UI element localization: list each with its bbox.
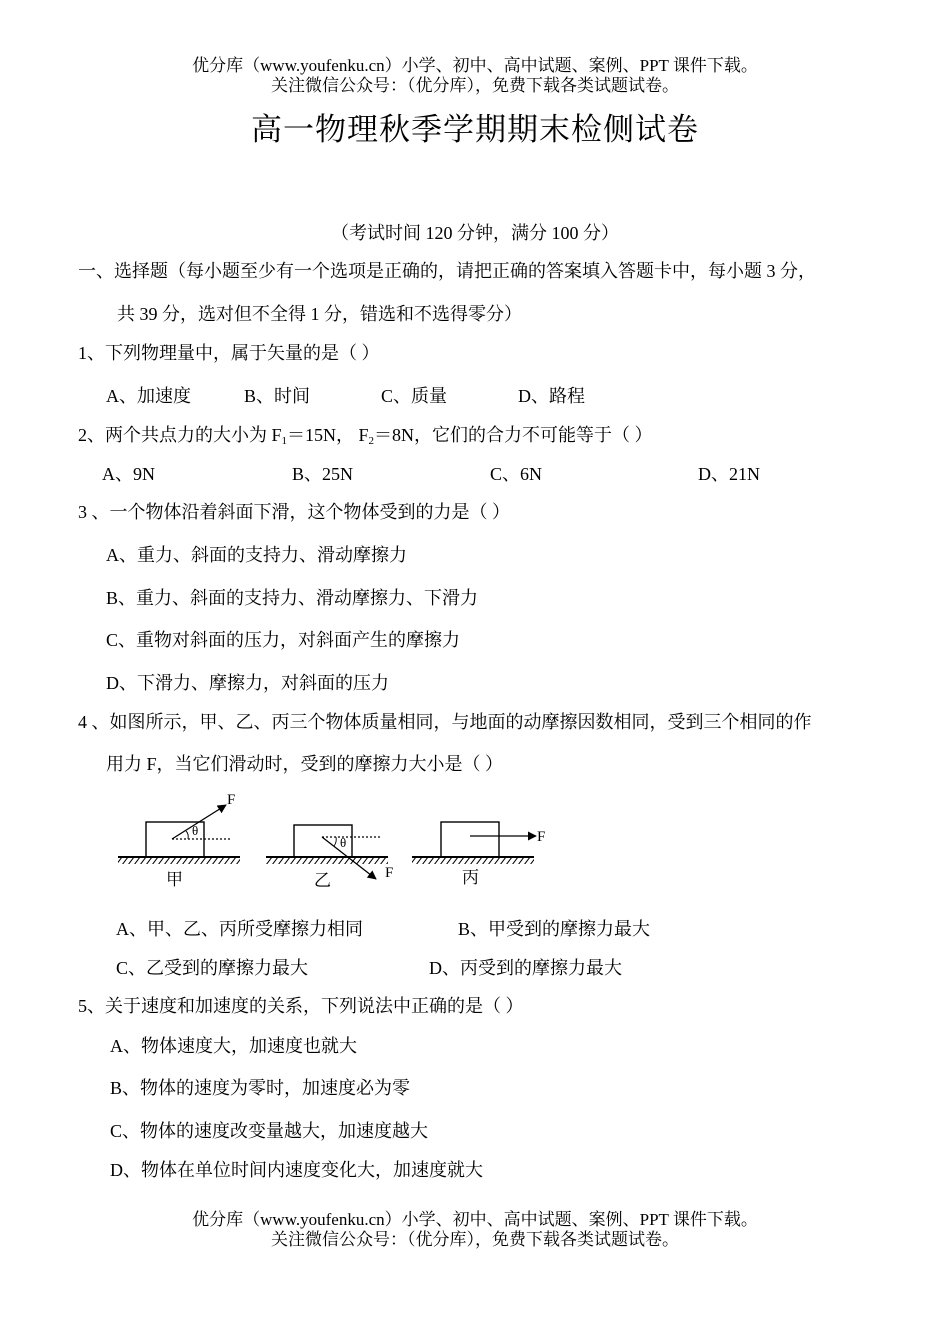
label-yi: 乙 bbox=[314, 871, 331, 890]
force-label: F bbox=[537, 829, 546, 845]
ground-hatch bbox=[118, 858, 240, 864]
label-jia: 甲 bbox=[166, 870, 183, 889]
q3-option-a: A、重力、斜面的支持力、滑动摩擦力 bbox=[106, 545, 407, 565]
ground-hatch bbox=[266, 858, 388, 864]
q2-stem-mid: ＝15N， F bbox=[287, 425, 369, 445]
angle-arc bbox=[186, 831, 188, 839]
header-line-2: 关注微信公众号：（优分库），免费下载各类试题试卷。 bbox=[271, 76, 679, 95]
q3-option-c: C、重物对斜面的压力，对斜面产生的摩擦力 bbox=[106, 630, 461, 650]
q4-option-d: D、丙受到的摩擦力最大 bbox=[429, 958, 622, 978]
ground-hatch bbox=[412, 858, 534, 864]
friction-figure bbox=[110, 785, 570, 895]
angle-label: θ bbox=[192, 823, 199, 838]
q5-option-a: A、物体速度大，加速度也就大 bbox=[110, 1036, 357, 1056]
figure-bing bbox=[412, 822, 545, 887]
page-title: 高一物理秋季学期期末检侧试卷 bbox=[251, 112, 699, 147]
section-heading-line-1: 一、选择题（每小题至少有一个选项是正确的，请把正确的答案填入答题卡中，每小题 3 分， bbox=[78, 261, 816, 281]
q5-option-d: D、物体在单位时间内速度变化大，加速度就大 bbox=[110, 1160, 483, 1180]
q5-option-c: C、物体的速度改变量越大，加速度越大 bbox=[110, 1121, 429, 1141]
q5-option-b: B、物体的速度为零时，加速度必为零 bbox=[110, 1078, 411, 1098]
q4-stem-line-2: 用力 F，当它们滑动时，受到的摩擦力大小是（ ） bbox=[106, 754, 504, 774]
q3-option-b: B、重力、斜面的支持力、滑动摩擦力、下滑力 bbox=[106, 588, 479, 608]
footer-line-2: 关注微信公众号：（优分库），免费下载各类试题试卷。 bbox=[271, 1230, 679, 1249]
label-bing: 丙 bbox=[462, 868, 479, 887]
block bbox=[441, 822, 499, 857]
q1-stem: 1、下列物理量中，属于矢量的是（ ） bbox=[78, 343, 380, 363]
q1-option-c: C、质量 bbox=[381, 386, 448, 406]
q4-option-c: C、乙受到的摩擦力最大 bbox=[116, 958, 309, 978]
section-heading-line-2: 共 39 分，选对但不全得 1 分，错选和不选得零分） bbox=[117, 304, 522, 324]
q2-option-c: C、6N bbox=[490, 464, 543, 484]
force-label: F bbox=[385, 865, 394, 881]
q4-option-b: B、甲受到的摩擦力最大 bbox=[458, 919, 651, 939]
angle-arc bbox=[334, 837, 336, 846]
q2-option-a: A、9N bbox=[102, 464, 155, 484]
q2-sub-2: 2 bbox=[368, 435, 375, 447]
q2-sub-1: 1 bbox=[281, 435, 288, 447]
footer-line-1: 优分库（www.youfenku.cn）小学、初中、高中试题、案例、PPT 课件下载。 bbox=[192, 1210, 758, 1229]
angle-label: θ bbox=[340, 835, 347, 850]
force-label: F bbox=[227, 792, 236, 808]
q3-stem: 3 、一个物体沿着斜面下滑，这个物体受到的力是（ ） bbox=[78, 502, 510, 522]
figure-yi bbox=[266, 825, 393, 890]
q2-stem-pre: 2、两个共点力的大小为 F bbox=[78, 425, 282, 445]
q5-stem: 5、关于速度和加速度的关系，下列说法中正确的是（ ） bbox=[78, 996, 524, 1016]
q2-stem bbox=[78, 424, 653, 446]
q2-option-d: D、21N bbox=[698, 464, 760, 484]
figure-jia bbox=[118, 792, 240, 889]
q4-stem-line-1: 4 、如图所示，甲、乙、丙三个物体质量相同，与地面的动摩擦因数相同，受到三个相同的作 bbox=[78, 712, 812, 732]
q1-option-a: A、加速度 bbox=[106, 386, 191, 406]
q1-option-d: D、路程 bbox=[518, 386, 585, 406]
exam-info: （考试时间 120 分钟，满分 100 分） bbox=[331, 223, 619, 243]
q1-option-b: B、时间 bbox=[244, 386, 311, 406]
q3-option-d: D、下滑力、摩擦力，对斜面的压力 bbox=[106, 673, 389, 693]
q4-option-a: A、甲、乙、丙所受摩擦力相同 bbox=[116, 919, 363, 939]
q2-stem-post: ＝8N，它们的合力不可能等于（ ） bbox=[374, 425, 653, 445]
header-line-1: 优分库（www.youfenku.cn）小学、初中、高中试题、案例、PPT 课件下载。 bbox=[192, 56, 758, 75]
q2-option-b: B、25N bbox=[292, 464, 354, 484]
